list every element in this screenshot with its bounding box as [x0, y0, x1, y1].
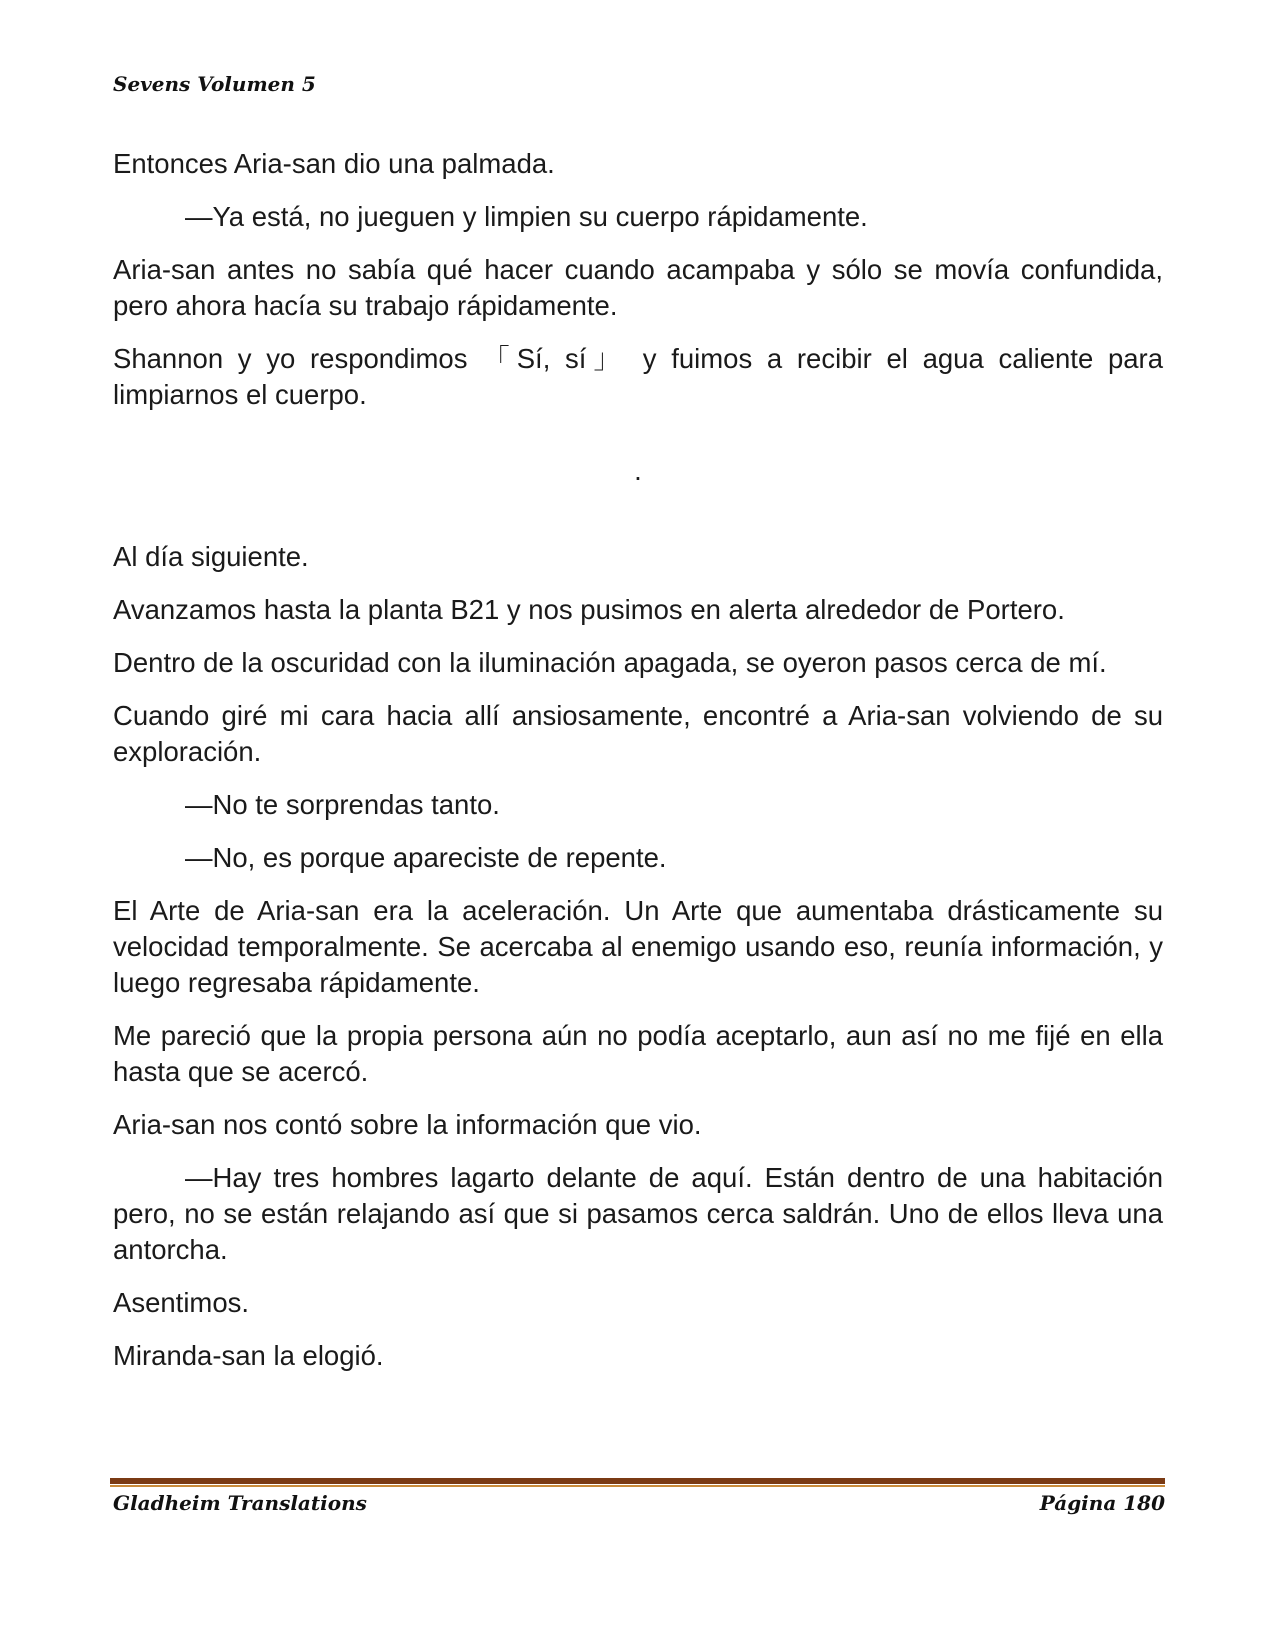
- dialogue-line: —Hay tres hombres lagarto delante de aquí. Están dentro de una habitación pero, no se están relajando así que si pasamos cerca saldrán. Uno de ellos lleva una antorcha.: [113, 1162, 1163, 1265]
- dialogue-line: —No, es porque apareciste de repente.: [185, 842, 667, 873]
- paragraph: Al día siguiente.: [113, 541, 309, 572]
- paragraph: El Arte de Aria-san era la aceleración. Un Arte que aumentaba drásticamente su velocidad temporalmente. Se acercaba al enemigo usando eso, reunía información, y luego regresaba rápidamente.: [113, 895, 1163, 998]
- paragraph: Me pareció que la propia persona aún no podía aceptarlo, aun así no me fijé en ella hasta que se acercó.: [113, 1020, 1163, 1087]
- footer-divider-thin: [110, 1485, 1165, 1487]
- dialogue-line: —No te sorprendas tanto.: [185, 789, 500, 820]
- running-header-title: Sevens Volumen 5: [113, 72, 316, 96]
- paragraph: Dentro de la oscuridad con la iluminación apagada, se oyeron pasos cerca de mí.: [113, 647, 1107, 678]
- footer-divider: [110, 1478, 1165, 1487]
- scene-break: .: [634, 455, 642, 486]
- paragraph: Miranda-san la elogió.: [113, 1340, 384, 1371]
- paragraph: Cuando giré mi cara hacia allí ansiosamente, encontré a Aria-san volviendo de su exploración.: [113, 700, 1163, 767]
- dialogue-line: —Ya está, no jueguen y limpien su cuerpo rápidamente.: [185, 201, 868, 232]
- paragraph: Aria-san nos contó sobre la información que vio.: [113, 1109, 702, 1140]
- paragraph: Asentimos.: [113, 1287, 250, 1318]
- paragraph: Entonces Aria-san dio una palmada.: [113, 148, 555, 179]
- paragraph: Avanzamos hasta la planta B21 y nos pusimos en alerta alrededor de Portero.: [113, 594, 1065, 625]
- footer-page-number: Página 180: [1039, 1491, 1165, 1515]
- paragraph: Aria-san antes no sabía qué hacer cuando acampaba y sólo se movía confundida, pero ahora hacía su trabajo rápidamente.: [113, 254, 1163, 321]
- paragraph: Shannon y yo respondimos 「Sí, sí」 y fuimos a recibir el agua caliente para limpiarnos el cuerpo.: [113, 343, 1163, 410]
- footer-divider-thick: [110, 1478, 1165, 1484]
- footer-publisher: Gladheim Translations: [113, 1491, 367, 1515]
- page-body: [113, 146, 1163, 1391]
